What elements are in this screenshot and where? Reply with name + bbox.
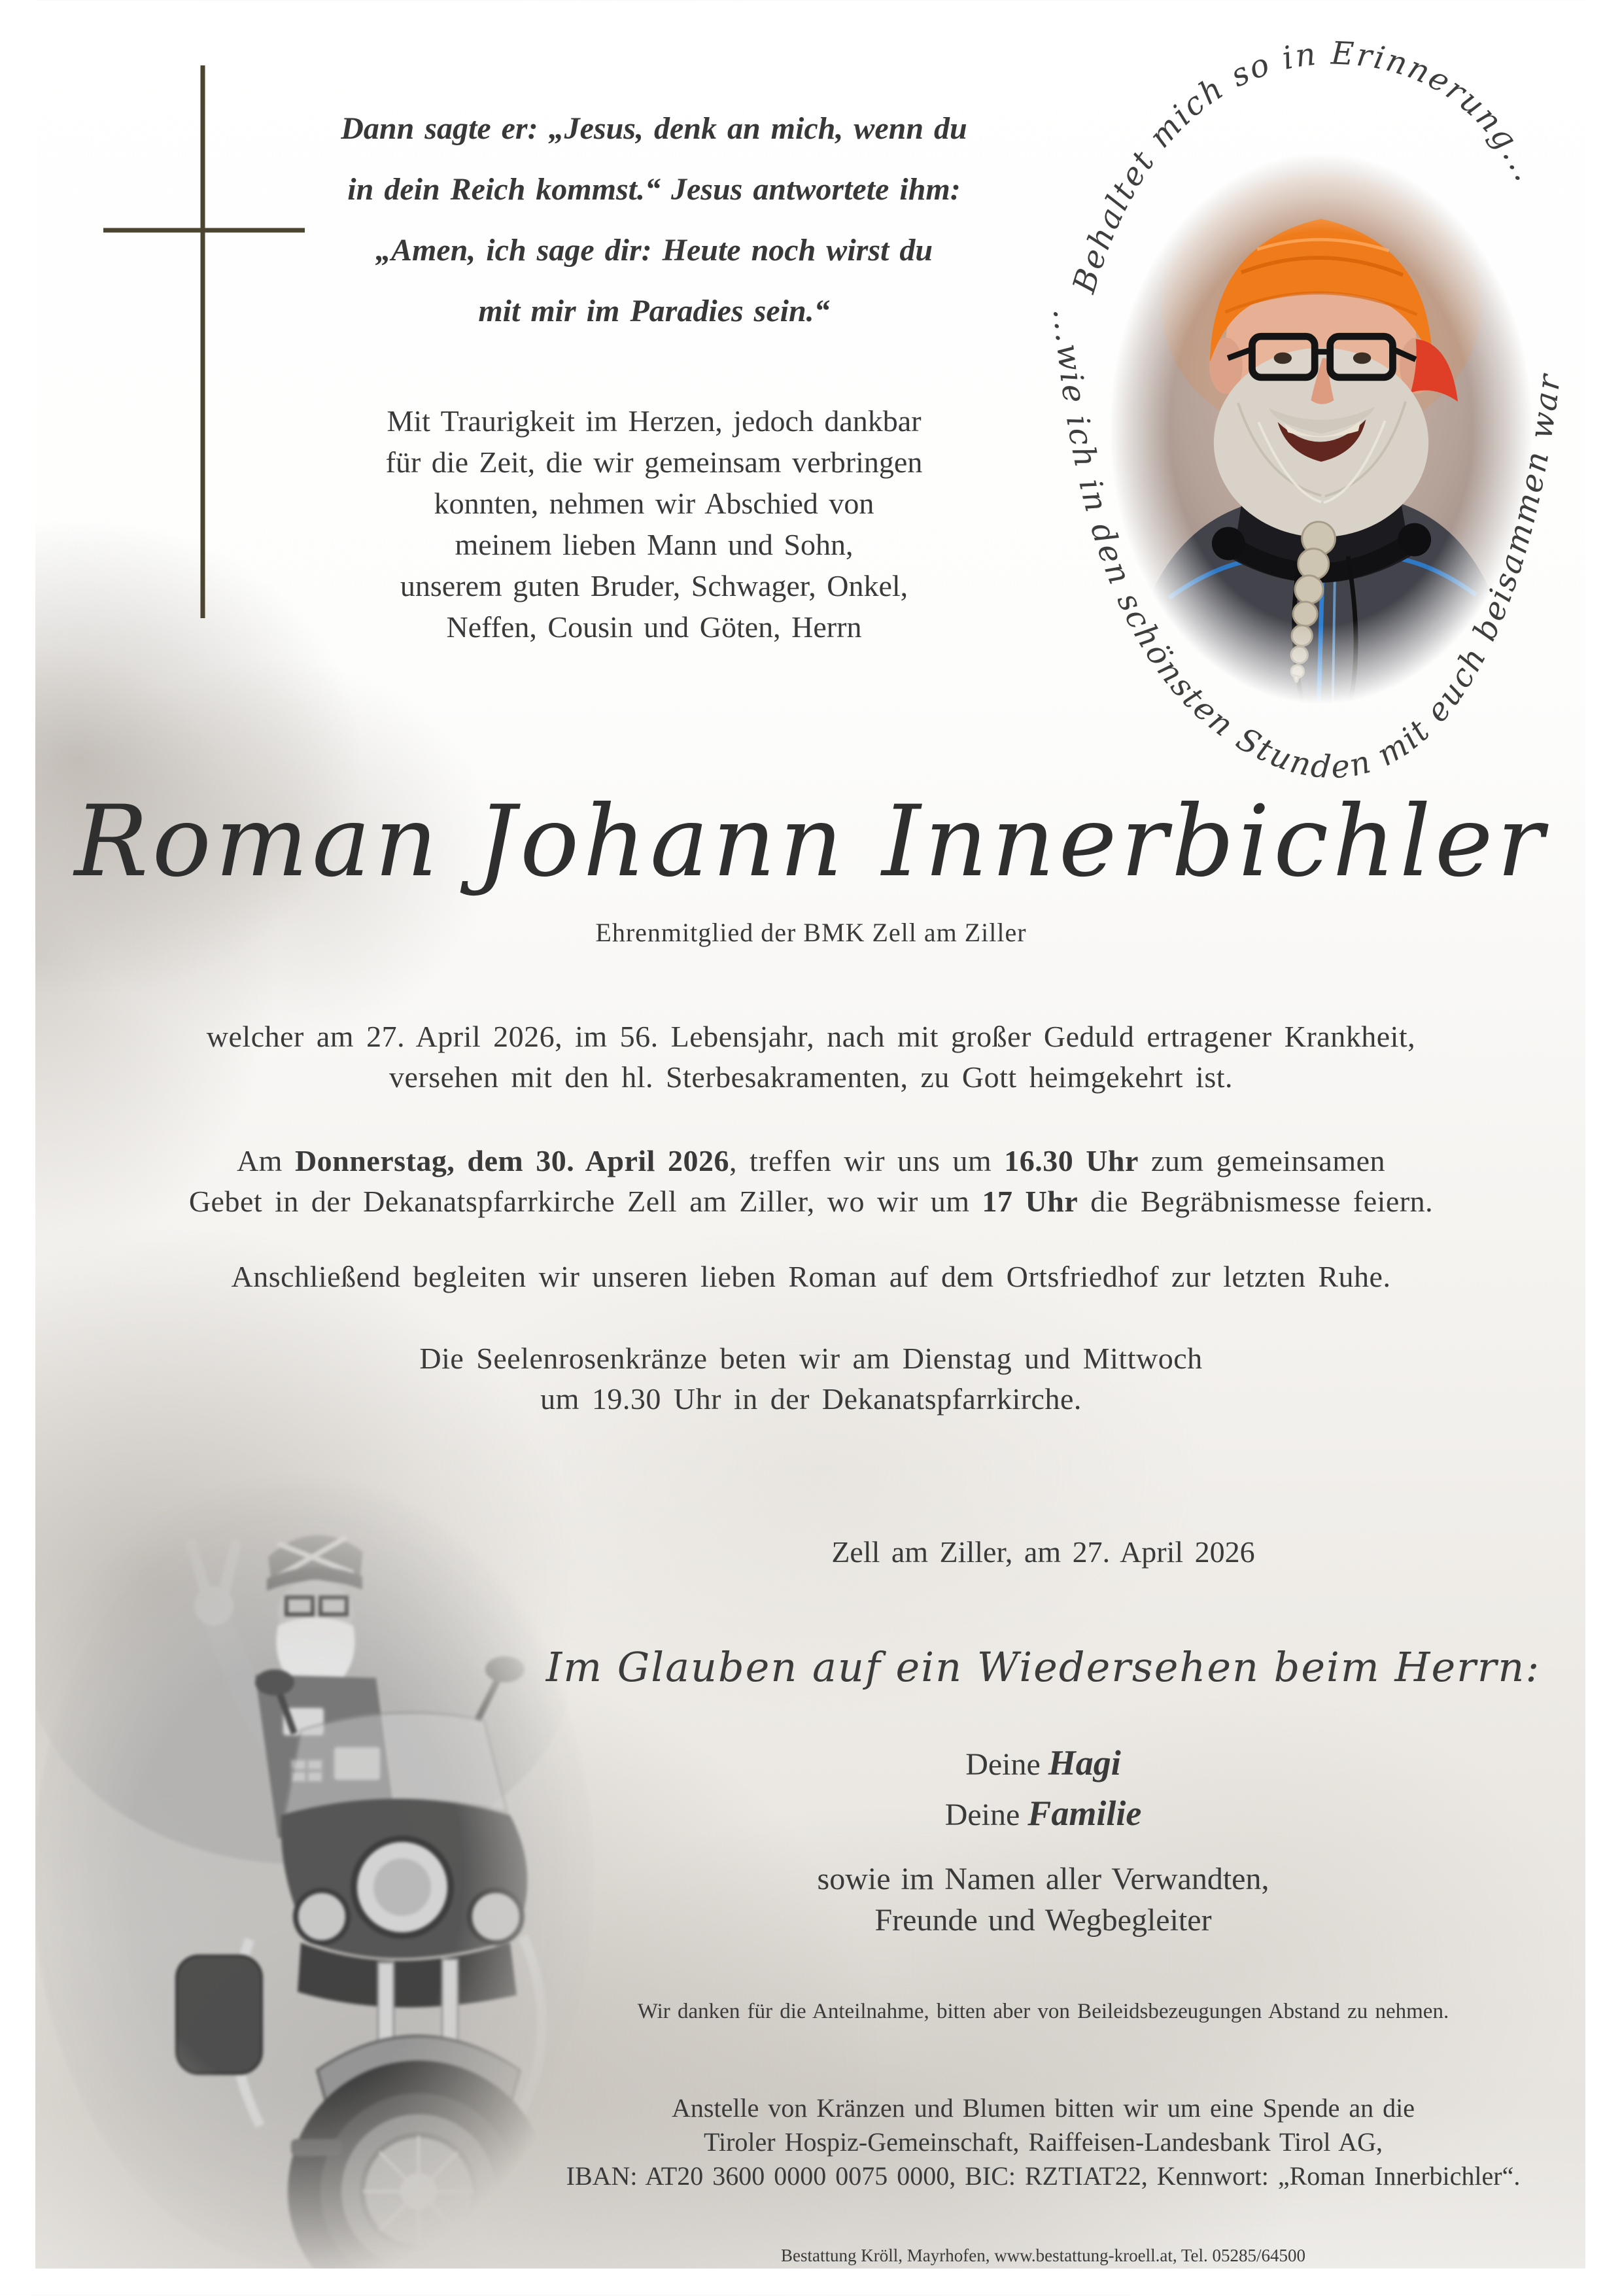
- thanks-note: Wir danken für die Anteilnahme, bitten aber von Beileidsbezeugungen Abstand zu nehmen.: [637, 2000, 1449, 2023]
- intro-line: für die Zeit, die wir gemeinsam verbringen: [385, 445, 923, 479]
- quote-line: in dein Reich kommst.“ Jesus antwortete ihm:: [347, 172, 961, 207]
- mourners-also-line: Freunde und Wegbegleiter: [874, 1903, 1212, 1938]
- death-paragraph: [16, 1017, 1606, 1098]
- photo-arc-top-text: [1065, 35, 1545, 298]
- mourners-also-line: sowie im Namen aller Verwandten,: [817, 1862, 1269, 1896]
- rosary-line: um 19.30 Uhr in der Dekanatspfarrkirche.: [540, 1382, 1082, 1416]
- intro-paragraph: [294, 400, 1014, 648]
- death-line: welcher am 27. April 2026, im 56. Lebensjahr, nach mit großer Geduld ertragener Krankheit,: [206, 1020, 1416, 1053]
- donation-note: [464, 2091, 1622, 2193]
- donation-line: Anstelle von Kränzen und Blumen bitten wir um eine Spende an die: [672, 2093, 1415, 2123]
- rosary-line: Die Seelenrosenkränze beten wir am Dienstag und Mittwoch: [419, 1342, 1203, 1375]
- mourner-line-familie: Deine Familie: [944, 1794, 1142, 1833]
- page-margin-left: [0, 0, 35, 2295]
- deceased-honor: Ehrenmitglied der BMK Zell am Ziller: [595, 918, 1027, 947]
- quote-line: mit mir im Paradies sein.“: [478, 294, 830, 328]
- intro-line: Neffen, Cousin und Göten, Herrn: [446, 610, 862, 644]
- grave-paragraph: Anschließend begleiten wir unseren lieben Roman auf dem Ortsfriedhof zur letzten Ruhe.: [231, 1260, 1391, 1293]
- photo-arc-bottom: ...wie ich in den schönsten Stunden mit euch beisammen war: [1046, 307, 1568, 786]
- place-date: Zell am Ziller, am 27. April 2026: [831, 1535, 1255, 1569]
- scripture-quote: [216, 98, 1092, 341]
- intro-line: unserem guten Bruder, Schwager, Onkel,: [400, 569, 908, 602]
- funeral-line: Am Donnerstag, dem 30. April 2026, treffen wir uns um 16.30 Uhr zum gemeinsamen: [236, 1144, 1386, 1177]
- funeral-paragraph: [16, 1141, 1606, 1222]
- funeral-line: Gebet in der Dekanatspfarrkirche Zell am Ziller, wo wir um 17 Uhr die Begräbnismesse feiern.: [188, 1185, 1434, 1218]
- photo-arc-top: Behaltet mich so in Erinnerung...: [1065, 35, 1545, 298]
- photo-arc-bottom-text: [1046, 307, 1568, 786]
- intro-line: meinem lieben Mann und Sohn,: [455, 528, 854, 561]
- intro-line: konnten, nehmen wir Abschied von: [434, 487, 874, 520]
- mourner-line-hagi: Deine Hagi: [965, 1743, 1121, 1783]
- quote-line: Dann sagte er: „Jesus, denk an mich, wenn du: [341, 111, 967, 146]
- donation-line: Tiroler Hospiz-Gemeinschaft, Raiffeisen-Landesbank Tirol AG,: [703, 2127, 1383, 2157]
- page-margin-bottom: [0, 2269, 1622, 2295]
- quote-line: „Amen, ich sage dir: Heute noch wirst du: [375, 233, 933, 268]
- intro-line: Mit Traurigkeit im Herzen, jedoch dankbar: [387, 404, 922, 438]
- donation-line: IBAN: AT20 3600 0000 0075 0000, BIC: RZTIAT22, Kennwort: „Roman Innerbichler“.: [566, 2161, 1521, 2191]
- mourners-also: [464, 1858, 1622, 1941]
- faith-line: Im Glauben auf ein Wiedersehen beim Herrn:: [545, 1643, 1541, 1691]
- page-margin-right: [1585, 0, 1622, 2295]
- deceased-name: Roman Johann Innerbichler: [74, 785, 1548, 899]
- rosary-paragraph: [16, 1338, 1606, 1419]
- funeral-home-footer: Bestattung Kröll, Mayrhofen, www.bestattung-kroell.at, Tel. 05285/64500: [781, 2246, 1305, 2265]
- death-line: versehen mit den hl. Sterbesakramenten, zu Gott heimgekehrt ist.: [388, 1060, 1234, 1094]
